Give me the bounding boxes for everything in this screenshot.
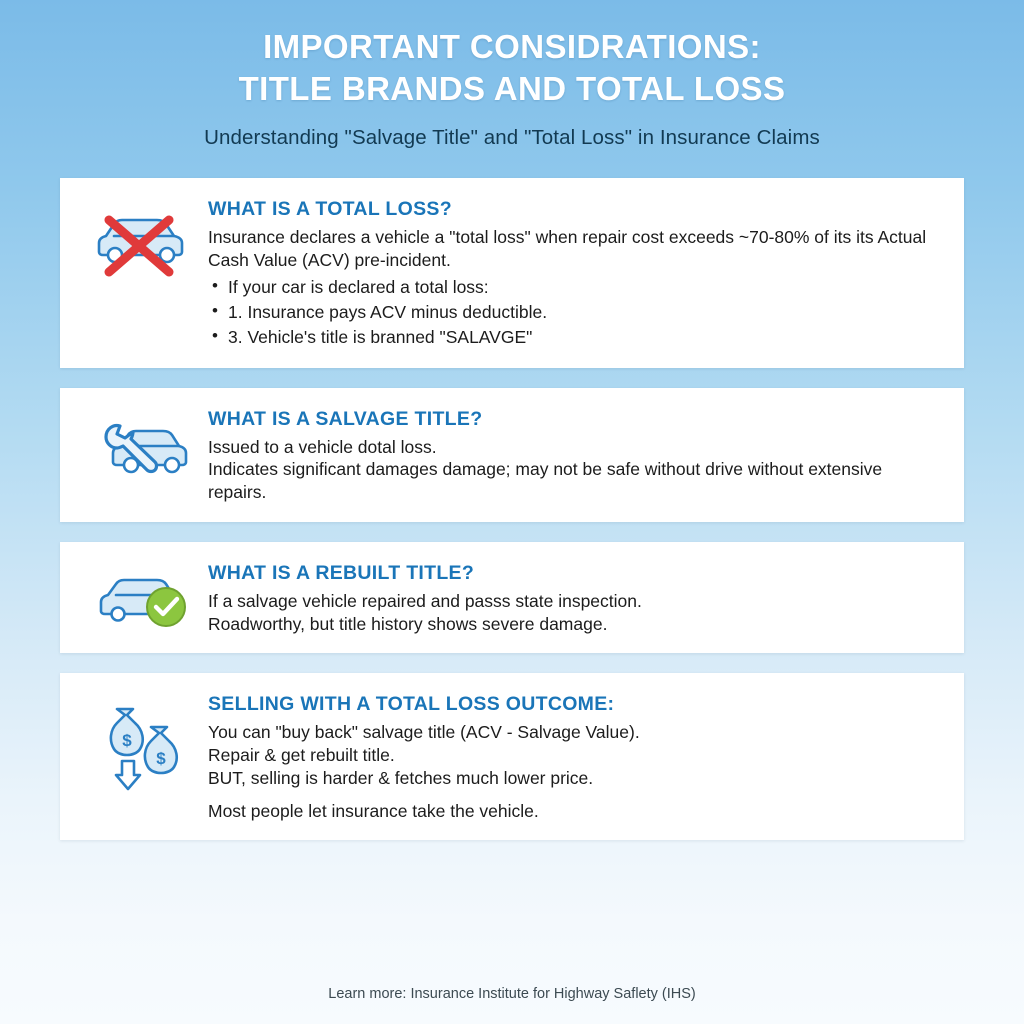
card-paragraph: Insurance declares a vehicle a "total loss" when repair cost exceeds ~70-80% of its its Actual Cash Value (ACV) pre-incident. (208, 227, 927, 271)
card-heading: WHAT IS A SALVAGE TITLE? (208, 407, 483, 430)
page-title-line-1: IMPORTANT CONSIDRATIONS: (263, 28, 761, 65)
list-item: • 1. Insurance pays ACV minus deductible. (208, 300, 938, 325)
card-line-4: Most people let insurance take the vehicle. (208, 800, 539, 821)
list-item: • 3. Vehicle's title is branned "SALAVGE" (208, 325, 938, 350)
car-with-wrench-icon (78, 406, 208, 486)
card-line-1: Issued to a vehicle dotal loss. (208, 436, 437, 457)
footer-source: Learn more: Insurance Institute for Highway Saflety (IHS) (328, 986, 696, 1002)
card-rebuilt-title (60, 542, 964, 654)
list-item: • If your car is declared a total loss: (208, 275, 938, 300)
card-line-1: If a salvage vehicle repaired and passs state inspection. (208, 590, 642, 611)
svg-text:$: $ (156, 749, 166, 769)
card-heading: WHAT IS A REBUILT TITLE? (208, 561, 475, 584)
card-heading: SELLING WITH A TOTAL LOSS OUTCOME: (208, 693, 615, 716)
card-list (0, 178, 1024, 840)
car-with-green-check-icon (78, 560, 208, 632)
infographic-header (0, 0, 1024, 150)
card-selling-outcome (60, 673, 964, 840)
card-line-1: You can "buy back" salvage title (ACV - Salvage Value). (208, 722, 640, 743)
card-salvage-title (60, 388, 964, 522)
card-line-2: Repair & get rebuilt title. (208, 745, 395, 765)
page-subtitle: Understanding "Salvage Title" and "Total Loss" in Insurance Claims (204, 126, 820, 150)
page-title-line-2: TITLE BRANDS AND TOTAL LOSS (238, 70, 786, 108)
card-total-loss (60, 178, 964, 367)
card-line-2: Indicates significant damages damage; may not be safe without drive without extensive repairs. (208, 459, 883, 502)
card-bullet-list (208, 275, 938, 350)
svg-text:$: $ (122, 731, 132, 751)
car-with-red-cross-icon (78, 196, 208, 280)
card-line-2: Roadworthy, but title history shows severe damage. (208, 613, 608, 634)
card-heading: WHAT IS A TOTAL LOSS? (208, 198, 452, 221)
money-bags-down-arrow-icon (78, 691, 208, 797)
card-line-3: BUT, selling is harder & fetches much lower price. (208, 767, 594, 788)
